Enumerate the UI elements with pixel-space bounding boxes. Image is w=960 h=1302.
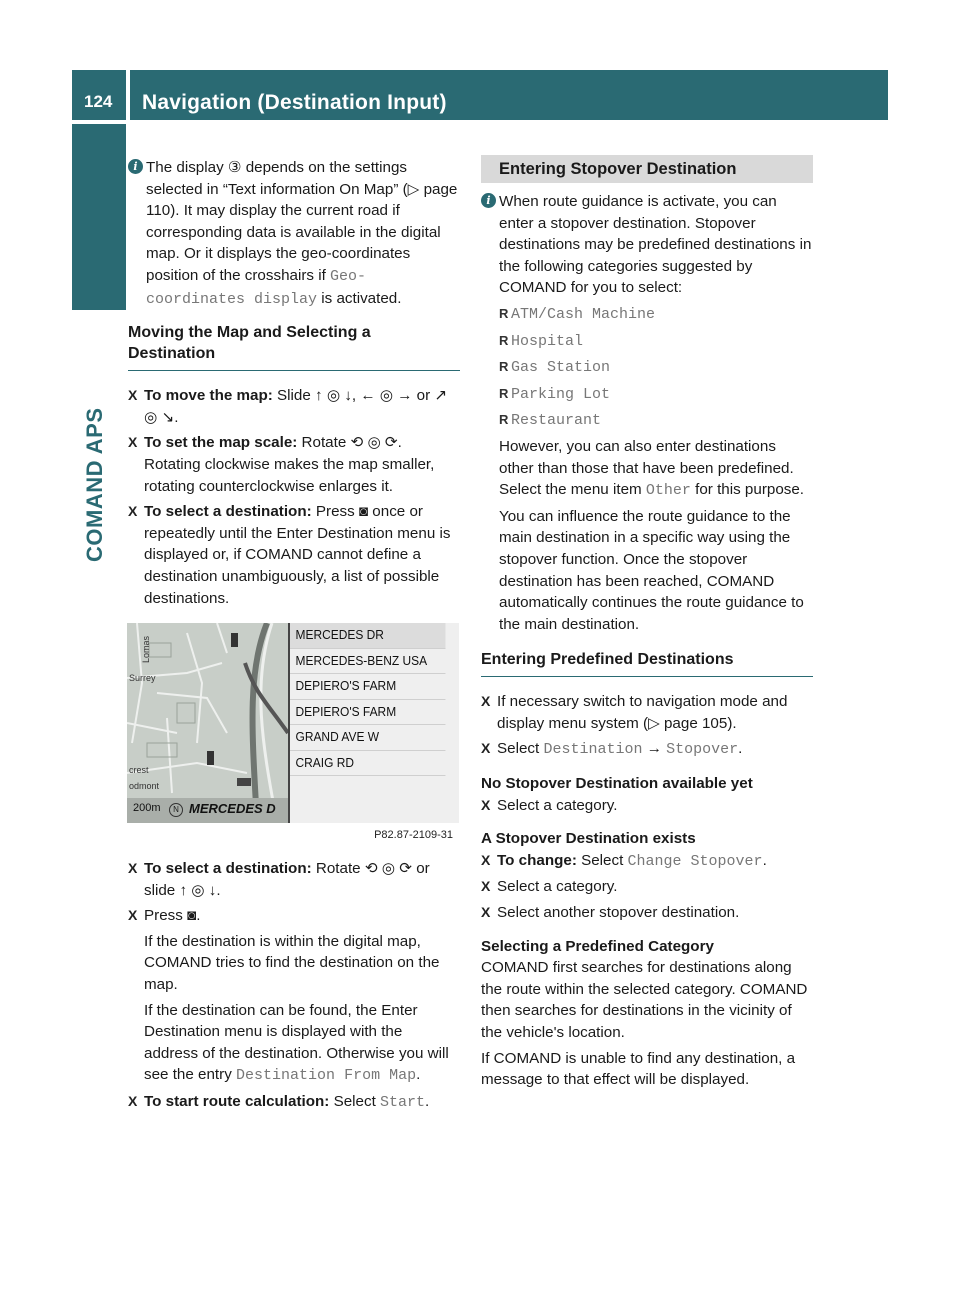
info-note-text: The display ③ depends on the settings selected in “Text information On Map” (▷ page 110). It may display the current road if corresponding data is available in the digital map. Or it displays the geo-coordinates position of the crosshairs if xyxy=(146,159,458,284)
step-marker-icon: X xyxy=(128,503,138,520)
map-status-bar xyxy=(127,798,288,823)
step-marker-icon: X xyxy=(481,796,491,813)
press-detail-2-text: If the destination can be found, the Enter Destination menu is displayed with the address of the destination. Otherwise you will see the entry xyxy=(144,1001,449,1084)
step-bold: To move the map: xyxy=(144,387,273,405)
step-marker-icon: X xyxy=(128,860,138,876)
para-text: However, you can also enter destinations other than those that have been predefined. Select the menu item xyxy=(499,437,794,499)
step-text: Select xyxy=(497,740,544,758)
step-text: Select xyxy=(576,851,628,869)
step-marker-icon: X xyxy=(481,693,491,710)
step-tail: . xyxy=(425,1092,430,1110)
step-change-stopover xyxy=(481,850,813,873)
step-rotate-select xyxy=(128,858,460,901)
category-item xyxy=(499,409,813,432)
map-view xyxy=(127,623,288,823)
step-marker-icon: X xyxy=(128,1092,138,1109)
info-icon: i xyxy=(128,159,143,174)
left-column xyxy=(128,157,460,613)
destination-list-item[interactable]: MERCEDES-BENZ USA xyxy=(290,649,445,675)
step-select-destination xyxy=(128,501,460,609)
step-text: Select a category. xyxy=(497,796,618,814)
category-item xyxy=(499,356,813,379)
page-number-box xyxy=(72,70,126,120)
map-label: Surrey xyxy=(129,673,156,683)
left-column-lower xyxy=(128,858,460,1118)
step-bold: To select a destination: xyxy=(144,503,312,521)
step-mono: Change Stopover xyxy=(627,852,763,870)
compass-icon: N xyxy=(169,803,183,817)
side-tab xyxy=(72,124,126,310)
step-move-map xyxy=(128,385,460,428)
step-bold: To select a destination: xyxy=(144,860,312,877)
category-item xyxy=(499,383,813,406)
map-screenshot-figure xyxy=(127,623,457,845)
bullet-icon: R xyxy=(499,412,509,428)
step-bold: To set the map scale: xyxy=(144,434,298,452)
bullet-icon: R xyxy=(499,359,509,375)
page-number: 124 xyxy=(84,92,113,111)
step-start-route xyxy=(128,1091,460,1114)
destination-list-item[interactable]: DEPIERO'S FARM xyxy=(290,700,445,726)
section-heading-predefined: Entering Predefined Destinations xyxy=(481,649,813,677)
category-list xyxy=(481,303,813,432)
side-label-box xyxy=(72,312,126,572)
destination-list xyxy=(288,623,459,823)
step-text: Press ◙. xyxy=(144,907,201,925)
subheading-predefined-category: Selecting a Predefined Category xyxy=(481,937,714,955)
map-roads-graphic xyxy=(127,623,288,823)
category-label: Hospital xyxy=(511,332,584,350)
paragraph-influence: You can influence the route guidance to the main destination in a specific way using the stopover function. Once the stopover destination has been reached, COMAND automatically continues the route guidance to the main destination. xyxy=(499,507,804,633)
step-select-stopover xyxy=(481,738,813,761)
category-label: Gas Station xyxy=(511,359,611,377)
page-title: Navigation (Destination Input) xyxy=(142,91,447,114)
header-bar xyxy=(130,70,888,120)
gray-section-title: Entering Stopover Destination xyxy=(481,155,813,183)
paragraph-other xyxy=(481,436,813,502)
side-label: COMAND APS xyxy=(82,407,107,562)
para-text: for this purpose. xyxy=(690,481,805,499)
destination-list-item[interactable]: MERCEDES DR xyxy=(290,623,445,649)
bullet-icon: R xyxy=(499,332,509,348)
step-text: Rotate ⟲ ◎ ⟳ or slide ↑ ◎ ↓. xyxy=(144,860,430,899)
map-scale: 200m xyxy=(133,802,161,814)
step-marker-icon: X xyxy=(481,740,491,757)
step-marker-icon: X xyxy=(128,387,138,404)
current-destination: MERCEDES D xyxy=(189,801,276,816)
paragraph-no-destination: If COMAND is unable to find any destination, a message to that effect will be displayed. xyxy=(481,1049,796,1089)
section-heading-move-map: Moving the Map and Selecting a Destination xyxy=(128,322,460,371)
info-note-mono: Geo-coordinates display xyxy=(146,267,367,308)
destination-list-item[interactable]: GRAND AVE W xyxy=(290,725,445,751)
step-select-category-2 xyxy=(481,876,813,898)
category-item xyxy=(499,330,813,353)
map-label: odmont xyxy=(129,781,160,791)
step-select-category xyxy=(481,795,813,817)
category-item xyxy=(499,303,813,326)
step-mono: Stopover xyxy=(666,741,739,759)
arrow-icon: → xyxy=(642,740,667,758)
step-select-another xyxy=(481,902,813,924)
step-text: If necessary switch to navigation mode and display menu system (▷ page 105). xyxy=(497,693,788,732)
bullet-icon: R xyxy=(499,305,509,321)
right-column xyxy=(481,155,813,1091)
step-map-scale xyxy=(128,432,460,497)
step-press xyxy=(128,905,460,927)
press-detail-mono: Destination From Map xyxy=(236,1067,417,1085)
info-note xyxy=(128,157,460,310)
step-mono: Destination xyxy=(543,741,643,759)
figure-code: P82.87-2109-31 xyxy=(374,829,453,841)
map-label: Lomas xyxy=(141,635,151,663)
step-text: Select another stopover destination. xyxy=(497,904,740,922)
step-marker-icon: X xyxy=(481,878,491,895)
step-bold: To start route calculation: xyxy=(144,1092,330,1110)
step-marker-icon: X xyxy=(481,851,491,868)
para-mono: Other xyxy=(645,482,691,500)
step-text: Rotate ⟲ ◎ ⟳. Rotating clockwise makes the map smaller, rotating counterclockwise enlarges it. xyxy=(144,434,435,495)
stopover-info xyxy=(481,191,813,299)
destination-list-item[interactable]: DEPIERO'S FARM xyxy=(290,674,445,700)
subheading-no-stopover: No Stopover Destination available yet xyxy=(481,775,753,793)
step-text: . xyxy=(762,851,767,869)
press-detail-2: If the destination can be found, the Enter Destination menu is displayed with the address of the destination. Otherwise you will see the entry Destination From Map. xyxy=(144,1001,449,1085)
info-icon: i xyxy=(481,193,496,208)
step-text: Select xyxy=(329,1092,381,1110)
bullet-icon: R xyxy=(499,385,509,401)
info-note-tail: is activated. xyxy=(317,289,402,307)
paragraph-search: COMAND first searches for destinations along the route within the selected category. COMAND then searches for destinations in the vicinity of the vehicle's location. xyxy=(481,959,808,1041)
step-text: Press ◙ once or repeatedly until the Enter Destination menu is displayed or, if COMAND cannot define a destination unambiguously, a list of possible destinations. xyxy=(144,503,451,607)
step-text: . xyxy=(738,740,743,758)
step-marker-icon: X xyxy=(128,434,138,451)
step-text: Select a category. xyxy=(497,878,618,896)
step-bold: To change: xyxy=(497,851,577,869)
destination-list-item[interactable]: CRAIG RD xyxy=(290,751,445,777)
stopover-info-text: When route guidance is activate, you can enter a stopover destination. Stopover destinations may be predefined destinations in the following categories suggested by COMAND for you to select: xyxy=(499,193,812,297)
category-label: ATM/Cash Machine xyxy=(511,305,656,323)
step-mono: Start xyxy=(380,1093,426,1111)
step-marker-icon: X xyxy=(128,907,138,924)
step-text: Slide ↑ ◎ ↓, ← ◎ → or ↗ ◎ ↘. xyxy=(144,387,448,426)
map-label: crest xyxy=(129,765,149,775)
category-label: Restaurant xyxy=(511,412,602,430)
category-label: Parking Lot xyxy=(511,385,611,403)
subheading-stopover-exists: A Stopover Destination exists xyxy=(481,830,696,848)
press-detail-1: If the destination is within the digital map, COMAND tries to find the destination on the map. xyxy=(144,932,440,993)
step-switch-mode xyxy=(481,691,813,734)
step-marker-icon: X xyxy=(481,904,491,921)
